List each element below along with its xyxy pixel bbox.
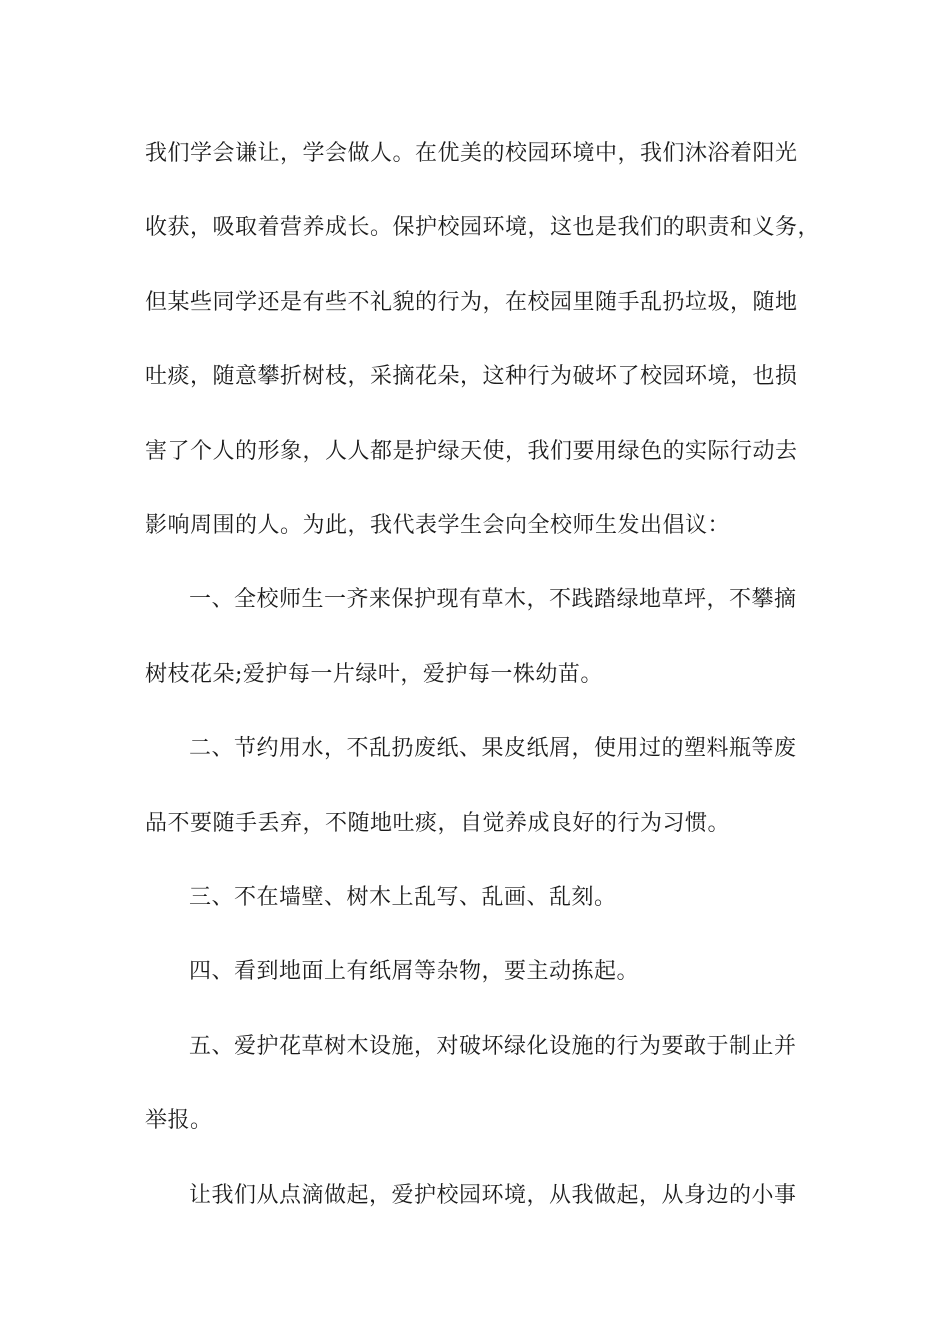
text-line: 四、看到地面上有纸屑等杂物，要主动拣起。: [189, 959, 640, 984]
text-line: 但某些同学还是有些不礼貌的行为，在校园里随手乱扔垃圾，随地: [145, 290, 798, 315]
text-line: 二、节约用水，不乱扔废纸、果皮纸屑，使用过的塑料瓶等废: [189, 736, 797, 761]
text-line: 举报。: [145, 1108, 213, 1133]
text-line: 我们学会谦让，学会做人。在优美的校园环境中，我们沐浴着阳光: [145, 141, 798, 166]
text-line: 害了个人的形象，人人都是护绿天使，我们要用绿色的实际行动去: [145, 439, 798, 464]
text-line: 让我们从点滴做起，爱护校园环境，从我做起，从身边的小事: [189, 1183, 797, 1208]
text-line: 五、爱护花草树木设施，对破坏绿化设施的行为要敢于制止并: [189, 1034, 797, 1059]
text-line: 收获，吸取着营养成长。保护校园环境，这也是我们的职责和义务，: [145, 215, 821, 240]
text-line: 品不要随手丢弃，不随地吐痰，自觉养成良好的行为习惯。: [145, 811, 731, 836]
text-line: 一、全校师生一齐来保护现有草木，不践踏绿地草坪，不攀摘: [189, 587, 797, 612]
text-line: 树枝花朵;爱护每一片绿叶，爱护每一株幼苗。: [145, 662, 603, 687]
text-line: 影响周围的人。为此，我代表学生会向全校师生发出倡议：: [145, 513, 731, 538]
text-line: 吐痰，随意攀折树枝，采摘花朵，这种行为破坏了校园环境，也损: [145, 364, 798, 389]
text-line: 三、不在墙壁、树木上乱写、乱画、乱刻。: [189, 885, 617, 910]
